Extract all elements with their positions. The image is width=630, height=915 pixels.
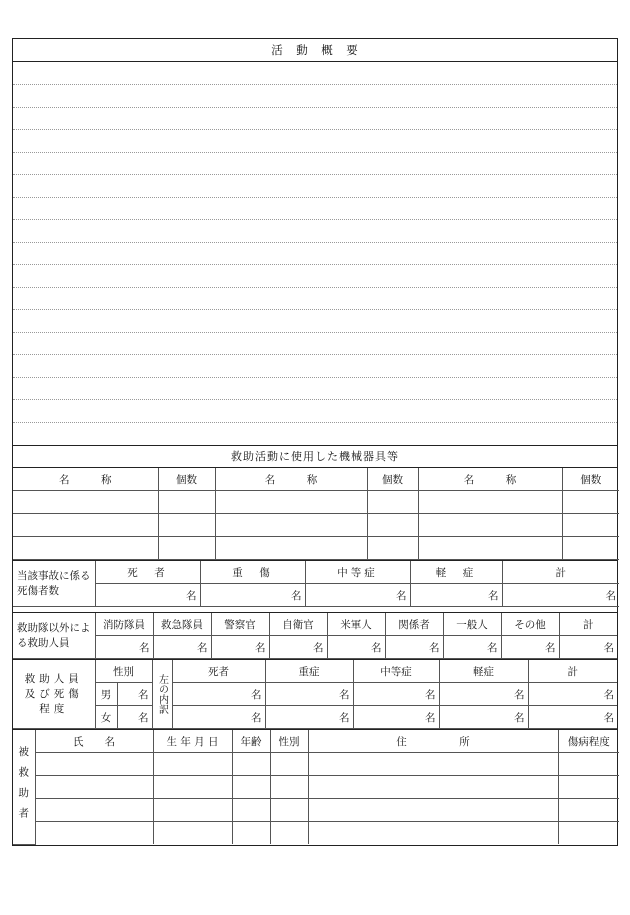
rescuers-table <box>13 613 617 659</box>
casualties-table <box>13 561 619 607</box>
ruled-line <box>13 287 617 288</box>
equipment-cell[interactable] <box>562 537 619 560</box>
rescued-col-header: 重症 <box>265 660 353 683</box>
rescuers-count-cell[interactable]: 名 <box>153 636 211 659</box>
rescued-table <box>13 660 617 729</box>
victims-section <box>13 729 617 845</box>
equipment-cell[interactable] <box>158 537 215 560</box>
rescuers-count-cell[interactable]: 名 <box>501 636 559 659</box>
ruled-line <box>13 332 617 333</box>
rescued-section <box>13 659 617 729</box>
rescuers-count-cell[interactable]: 名 <box>559 636 617 659</box>
casualties-count-cell[interactable]: 名 <box>410 584 502 607</box>
ruled-line <box>13 399 617 400</box>
male-label: 男 <box>95 683 117 706</box>
rescuers-count-cell[interactable]: 名 <box>95 636 153 659</box>
equipment-cell[interactable] <box>418 537 562 560</box>
male-count-cell[interactable]: 名 <box>117 683 152 706</box>
equipment-cell[interactable] <box>418 514 562 537</box>
equipment-cell[interactable] <box>562 514 619 537</box>
activity-summary-lines[interactable] <box>13 62 617 445</box>
rescuers-col-header: 一般人 <box>443 613 501 636</box>
equipment-cell[interactable] <box>215 491 367 514</box>
ruled-line <box>13 107 617 108</box>
rescuers-col-header: 警察官 <box>211 613 269 636</box>
victim-cell[interactable] <box>153 753 232 776</box>
ruled-line <box>13 309 617 310</box>
casualties-col-header: 計 <box>502 561 619 584</box>
casualties-count-cell[interactable]: 名 <box>305 584 410 607</box>
rescuers-count-cell[interactable]: 名 <box>211 636 269 659</box>
rescued-col-header: 計 <box>528 660 617 683</box>
casualties-col-header: 中等症 <box>305 561 410 584</box>
casualties-count-cell[interactable]: 名 <box>502 584 619 607</box>
equipment-title: 救助活動に使用した機械器具等 <box>13 446 617 468</box>
equipment-name-header: 名 称 <box>418 468 562 491</box>
ruled-line <box>13 219 617 220</box>
victim-cell[interactable] <box>232 799 270 822</box>
ruled-line <box>13 174 617 175</box>
rescued-label: 救助人員及び死傷程度 <box>13 660 95 729</box>
victim-cell[interactable] <box>270 822 308 845</box>
rescued-count-cell[interactable]: 名 <box>265 706 353 729</box>
ruled-line <box>13 354 617 355</box>
victim-cell[interactable] <box>35 822 153 845</box>
casualties-label: 当該事故に係る死傷者数 <box>13 561 95 607</box>
rescued-count-cell[interactable]: 名 <box>528 683 617 706</box>
rescued-count-cell[interactable]: 名 <box>353 706 439 729</box>
victim-cell[interactable] <box>558 822 619 845</box>
equipment-cell[interactable] <box>367 537 418 560</box>
rescuers-section <box>13 612 617 659</box>
equipment-count-header: 個数 <box>158 468 215 491</box>
victim-cell[interactable] <box>35 753 153 776</box>
equipment-name-header: 名 称 <box>13 468 158 491</box>
equipment-cell[interactable] <box>562 491 619 514</box>
ruled-line <box>13 197 617 198</box>
equipment-count-header: 個数 <box>562 468 619 491</box>
rescuers-col-header: 米軍人 <box>327 613 385 636</box>
equipment-cell[interactable] <box>418 491 562 514</box>
rescuers-count-cell[interactable]: 名 <box>269 636 327 659</box>
rescued-count-cell[interactable]: 名 <box>172 706 265 729</box>
sex-header: 性別 <box>95 660 152 683</box>
victim-cell[interactable] <box>308 799 558 822</box>
ruled-line <box>13 264 617 265</box>
rescued-count-cell[interactable]: 名 <box>439 683 528 706</box>
rescuers-col-header: 救急隊員 <box>153 613 211 636</box>
victims-col-header: 生 年 月 日 <box>153 730 232 753</box>
victims-col-header: 年齢 <box>232 730 270 753</box>
rescuers-col-header: その他 <box>501 613 559 636</box>
victim-cell[interactable] <box>558 799 619 822</box>
victims-table <box>13 730 619 845</box>
victim-cell[interactable] <box>308 822 558 845</box>
breakdown-header: 左の内訳 <box>152 660 172 729</box>
rescued-count-cell[interactable]: 名 <box>265 683 353 706</box>
equipment-cell[interactable] <box>158 514 215 537</box>
equipment-name-header: 名 称 <box>215 468 367 491</box>
ruled-line <box>13 242 617 243</box>
equipment-cell[interactable] <box>215 537 367 560</box>
casualties-col-header: 死 者 <box>95 561 200 584</box>
victims-label: 被救助者 <box>13 730 35 844</box>
rescued-col-header: 死者 <box>172 660 265 683</box>
victims-col-header: 氏 名 <box>35 730 153 753</box>
victim-cell[interactable] <box>270 753 308 776</box>
activity-summary-title-text: 活 動 概 要 <box>271 43 359 57</box>
victim-cell[interactable] <box>232 776 270 799</box>
victim-cell[interactable] <box>232 753 270 776</box>
victim-cell[interactable] <box>308 776 558 799</box>
rescued-count-cell[interactable]: 名 <box>353 683 439 706</box>
rescuers-col-header: 関係者 <box>385 613 443 636</box>
rescued-count-cell[interactable]: 名 <box>528 706 617 729</box>
victim-cell[interactable] <box>270 776 308 799</box>
casualties-col-header: 軽 症 <box>410 561 502 584</box>
ruled-line <box>13 152 617 153</box>
equipment-count-header: 個数 <box>367 468 418 491</box>
victim-cell[interactable] <box>153 776 232 799</box>
ruled-line <box>13 422 617 423</box>
equipment-cell[interactable] <box>367 491 418 514</box>
victims-col-header: 性別 <box>270 730 308 753</box>
rescuers-col-header: 計 <box>559 613 617 636</box>
rescued-col-header: 軽症 <box>439 660 528 683</box>
rescuers-col-header: 消防隊員 <box>95 613 153 636</box>
female-label: 女 <box>95 706 117 729</box>
equipment-cell[interactable] <box>158 491 215 514</box>
equipment-cell[interactable] <box>367 514 418 537</box>
victim-cell[interactable] <box>153 799 232 822</box>
victim-cell[interactable] <box>558 753 619 776</box>
rescuers-count-cell[interactable]: 名 <box>327 636 385 659</box>
equipment-section <box>13 445 617 560</box>
rescue-report-form <box>12 38 618 846</box>
victim-cell[interactable] <box>35 776 153 799</box>
equipment-cell[interactable] <box>13 537 158 560</box>
victims-col-header: 住 所 <box>308 730 558 753</box>
rescuers-col-header: 自衛官 <box>269 613 327 636</box>
rescuers-label: 救助隊以外による救助人員 <box>13 613 95 659</box>
victims-col-header: 傷病程度 <box>558 730 619 753</box>
victim-cell[interactable] <box>308 753 558 776</box>
victim-cell[interactable] <box>270 799 308 822</box>
victim-cell[interactable] <box>232 822 270 845</box>
equipment-cell[interactable] <box>215 514 367 537</box>
victim-cell[interactable] <box>153 822 232 845</box>
rescuers-count-cell[interactable]: 名 <box>385 636 443 659</box>
rescued-count-cell[interactable]: 名 <box>439 706 528 729</box>
equipment-cell[interactable] <box>13 514 158 537</box>
ruled-line <box>13 377 617 378</box>
ruled-line <box>13 84 617 85</box>
victim-cell[interactable] <box>35 799 153 822</box>
ruled-line <box>13 129 617 130</box>
rescuers-count-cell[interactable]: 名 <box>443 636 501 659</box>
casualties-count-cell[interactable]: 名 <box>200 584 305 607</box>
rescued-col-header: 中等症 <box>353 660 439 683</box>
equipment-cell[interactable] <box>13 491 158 514</box>
casualties-section <box>13 560 617 607</box>
victim-cell[interactable] <box>558 776 619 799</box>
activity-summary-title <box>13 39 617 62</box>
female-count-cell[interactable]: 名 <box>117 706 152 729</box>
casualties-col-header: 重 傷 <box>200 561 305 584</box>
rescued-count-cell[interactable]: 名 <box>172 683 265 706</box>
equipment-table <box>13 468 619 560</box>
casualties-count-cell[interactable]: 名 <box>95 584 200 607</box>
